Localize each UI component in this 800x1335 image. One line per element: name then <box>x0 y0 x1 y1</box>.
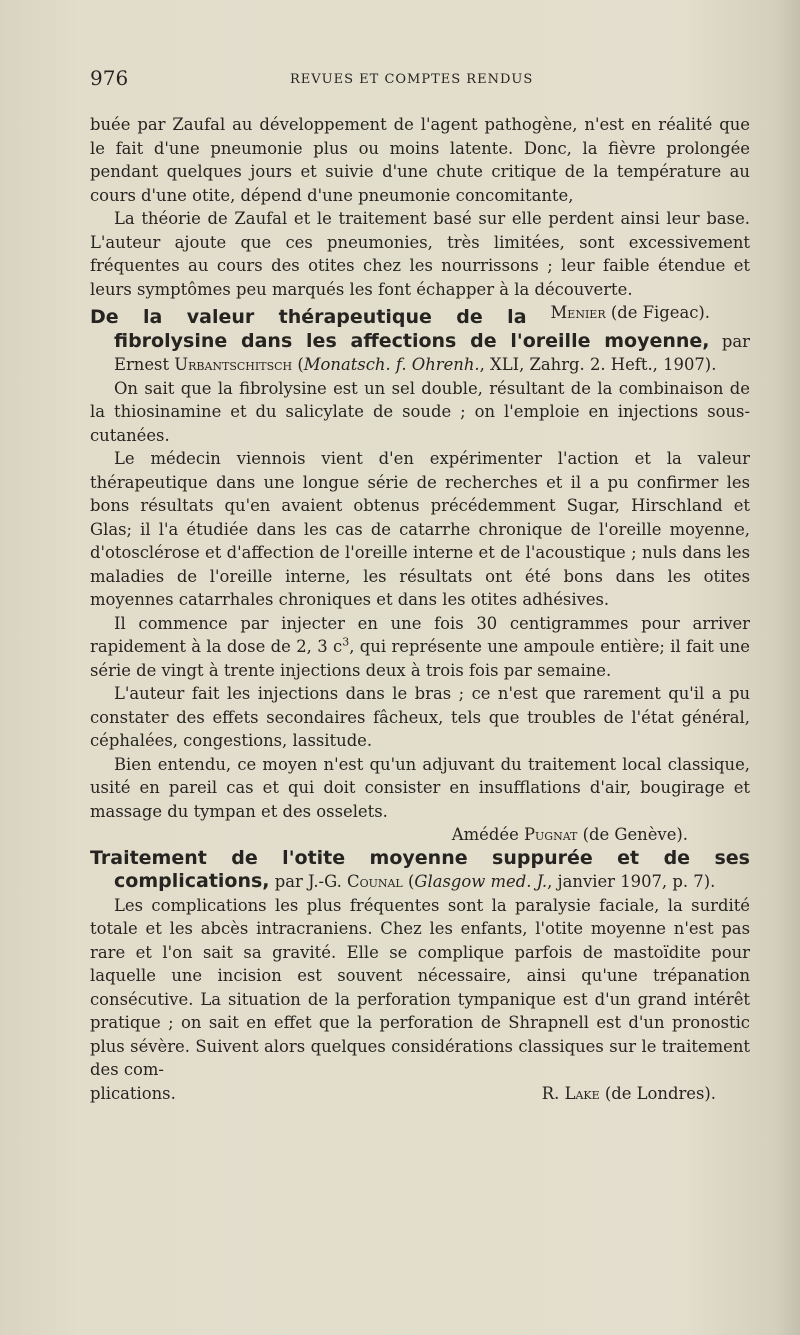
paragraph: On sait que la fibrolysine est un sel double, résultant de la combinaison de la thiosinamine et du salicylate de soude ; on l'emploie en injections sous-cutanées. <box>90 378 750 445</box>
running-head: REVUES ET COMPTES RENDUS <box>290 72 534 87</box>
paragraph: L'auteur fait les injections dans le bras ; ce n'est que rarement qu'il a pu constater des effets secondaires fâcheux, tels que troubles de l'état général, céphalées, congestions, lassitude. <box>90 684 750 750</box>
review-signature <box>527 301 750 325</box>
reviewer-name: Lake <box>564 1083 600 1103</box>
author-name: Counal <box>347 872 403 891</box>
reviewer-name: Pugnat <box>523 825 578 844</box>
review-heading <box>90 847 750 894</box>
reviewer-name: Menier <box>550 303 606 322</box>
reviewer-place: (de Figeac). <box>605 303 710 322</box>
paragraph: Les complications les plus fréquentes sont la paralysie faciale, la surdité totale et les abcès intracraniens. Chez les enfants, l'otite moyenne n'est pas rare et l'on sait sa gravité. Elle se complique parfois de mastoïdite pour laquelle une incision est souvent nécessaire, ainsi qu'une trépanation consécutive. La situation de la perforation tympanique est d'un grand intérêt pratique ; on sait en effet que la perforation de Shrapnell est d'un pronostic plus sévère. Suivent alors quelques considérations classiques sur le traitement des com- <box>90 895 750 1079</box>
source-details: , XLI, Zahrg. 2. Heft., 1907). <box>479 355 717 374</box>
paragraph: Bien entendu, ce moyen n'est qu'un adjuvant du traitement local classique, usité en pareil cas et qui doit consister en insufflations d'air, bougirage et massage du tympan et des osselets. <box>90 754 750 821</box>
source-open: ( <box>402 872 415 891</box>
author-name: Urbantschitsch <box>174 355 293 374</box>
author-prefix: par Ernest <box>114 331 750 374</box>
reviewer-first-name: R. <box>541 1083 565 1103</box>
paragraph <box>90 207 750 322</box>
source-open: ( <box>292 355 304 374</box>
paragraph-text: plications. <box>90 1083 176 1103</box>
paragraph-end <box>90 1082 750 1106</box>
source-journal: Glasgow med. J. <box>414 872 548 891</box>
page-number: 976 <box>90 66 129 90</box>
paragraph: buée par Zaufal au développement de l'agent pathogène, n'est en réalité que le fait d'une pneumonie plus ou moins latente. Donc, la fièvre prolongée pendant quelques jours et suivie d'une chute critique de la température au cours d'une otite, dépend d'une pneumonie concomitante, <box>90 115 750 205</box>
page-header <box>90 66 750 92</box>
author-prefix: par J.-G. <box>269 872 348 891</box>
source-journal: Monatsch. f. Ohrenh. <box>303 355 480 374</box>
reviewer-first-name: Amédée <box>451 825 524 844</box>
paragraph-text: Il commence par injecter en une fois 30 centigrammes pour arriver rapidement à la dose de 2, 3 c <box>90 613 750 656</box>
paragraph <box>90 612 750 683</box>
paragraph-text: La théorie de Zaufal et le traitement basé sur elle perdent ainsi leur base. L'auteur ajoute que ces pneumonies, très limitées, sont excessivement fréquentes au cours des otites chez les nourrissons ; leur faible étendue et leurs symptômes peu marqués les font échapper à la découverte. <box>90 209 750 299</box>
source-details: , janvier 1907, p. 7). <box>547 872 716 891</box>
reviewer-place: (de Londres). <box>599 1083 716 1103</box>
reviewer-place: (de Genève). <box>577 825 688 844</box>
paragraph-text: , qui représente une ampoule entière; il fait une série de vingt à trente injections deux à trois fois par semaine. <box>90 637 750 680</box>
superscript: 3 <box>342 635 350 649</box>
review-signature <box>90 823 750 847</box>
review-title: De la valeur thérapeutique de la fibrolysine dans les affections de l'oreille moyenne, <box>90 306 710 352</box>
page-body <box>90 113 750 1105</box>
paragraph: Le médecin viennois vient d'en expérimenter l'action et la valeur thérapeutique dans une longue série de recherches et il a pu confirmer les bons résultats qu'en avaient obtenus précédemment Sugar, Hirschland et Glas; il l'a étudiée dans les cas de catarrhe chronique de l'oreille moyenne, d'otosclérose et d'affection de l'oreille interne et de l'acoustique ; nuls dans les maladies de l'oreille interne, les résultats ont été bons dans les otites moyennes catarrhales chroniques et dans les otites adhésives. <box>90 449 750 609</box>
review-title: Traitement de l'otite moyenne suppurée et de ses complications, <box>90 846 750 892</box>
review-signature <box>542 1082 750 1106</box>
